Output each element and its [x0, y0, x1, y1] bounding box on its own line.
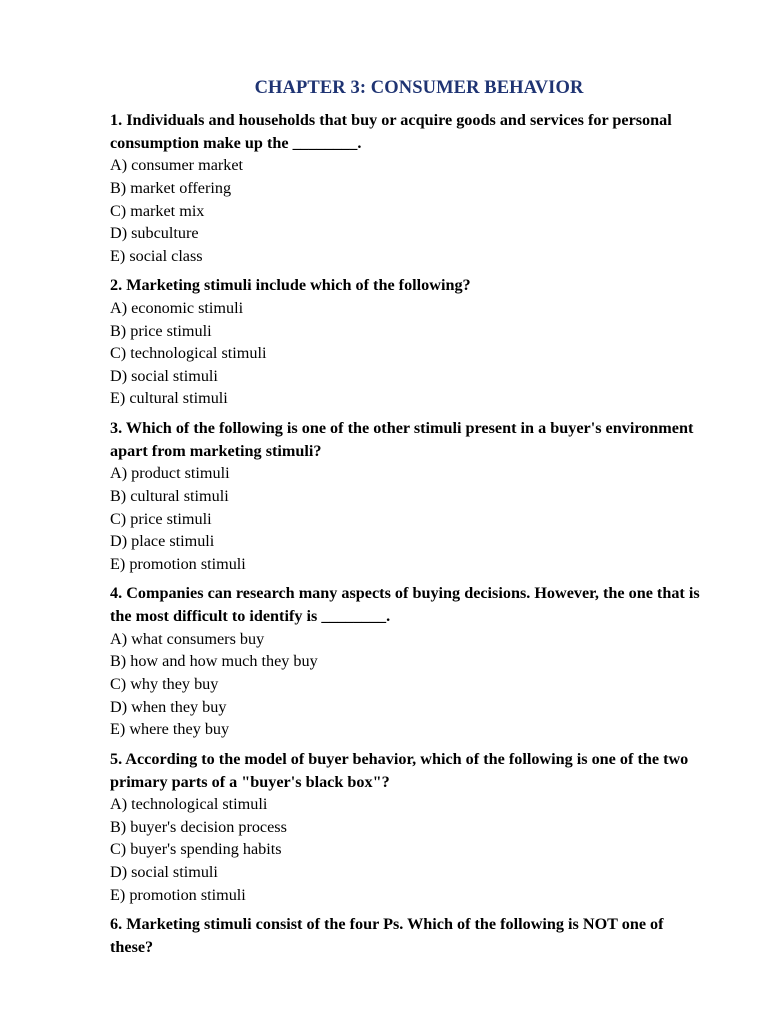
question-4 [110, 582, 710, 740]
answer-option-b: B) market offering [110, 179, 232, 197]
question-text: 2. Marketing stimuli include which of the following? [110, 276, 471, 295]
answer-options [110, 154, 710, 267]
answer-option-c: C) buyer's spending habits [110, 840, 282, 859]
answer-option-e: E) promotion stimuli [110, 554, 246, 573]
answer-option-d: D) social stimuli [110, 862, 218, 881]
answer-option-b: B) how and how much they buy [110, 652, 318, 671]
answer-option-b: B) price stimuli [110, 321, 212, 340]
answer-option-e: E) cultural stimuli [110, 389, 228, 408]
answer-option-b: B) cultural stimuli [110, 487, 229, 506]
answer-options [110, 462, 710, 575]
answer-options [110, 628, 710, 741]
answer-option-a: A) technological stimuli [110, 795, 268, 814]
answer-option-e: E) where they buy [110, 720, 230, 739]
question-3 [110, 417, 710, 575]
answer-option-a: A) product stimuli [110, 464, 230, 483]
question-text: 4. Companies can research many aspects of buying decisions. However, the one that is the most difficult to identify is ________. [110, 584, 700, 626]
answer-option-d: D) social stimuli [110, 366, 218, 385]
answer-option-d: D) when they buy [110, 697, 227, 716]
answer-option-c: C) technological stimuli [110, 344, 267, 363]
answer-option-c: C) why they buy [110, 675, 219, 694]
question-1 [110, 109, 710, 267]
question-text: 6. Marketing stimuli consist of the four Ps. Which of the following is NOT one of these? [110, 915, 664, 956]
answer-option-d: D) place stimuli [110, 532, 215, 551]
answer-option-c: C) price stimuli [110, 509, 212, 528]
chapter-title: CHAPTER 3: CONSUMER BEHAVIOR [254, 78, 584, 98]
question-text: 1. Individuals and households that buy or acquire goods and services for personal consumption make up the ________. [110, 111, 672, 152]
answer-option-d: D) subculture [110, 224, 199, 243]
question-2 [110, 274, 710, 410]
answer-option-e: E) promotion stimuli [110, 885, 246, 904]
question-6 [110, 913, 710, 958]
question-text: 3. Which of the following is one of the other stimuli present in a buyer's environment apart from marketing stimuli? [110, 419, 694, 460]
answer-options [110, 793, 710, 906]
answer-option-a: A) economic stimuli [110, 299, 244, 318]
question-text: 5. According to the model of buyer behavior, which of the following is one of the two primary parts of a "buyer's black box"? [110, 749, 689, 791]
document-page [110, 76, 710, 966]
answer-options [110, 297, 710, 410]
answer-option-c: C) market mix [110, 201, 205, 220]
answer-option-a: A) what consumers buy [110, 629, 265, 648]
answer-option-e: E) social class [110, 246, 203, 265]
answer-option-a: A) consumer market [110, 156, 244, 175]
answer-option-b: B) buyer's decision process [110, 817, 287, 836]
question-5 [110, 748, 710, 906]
